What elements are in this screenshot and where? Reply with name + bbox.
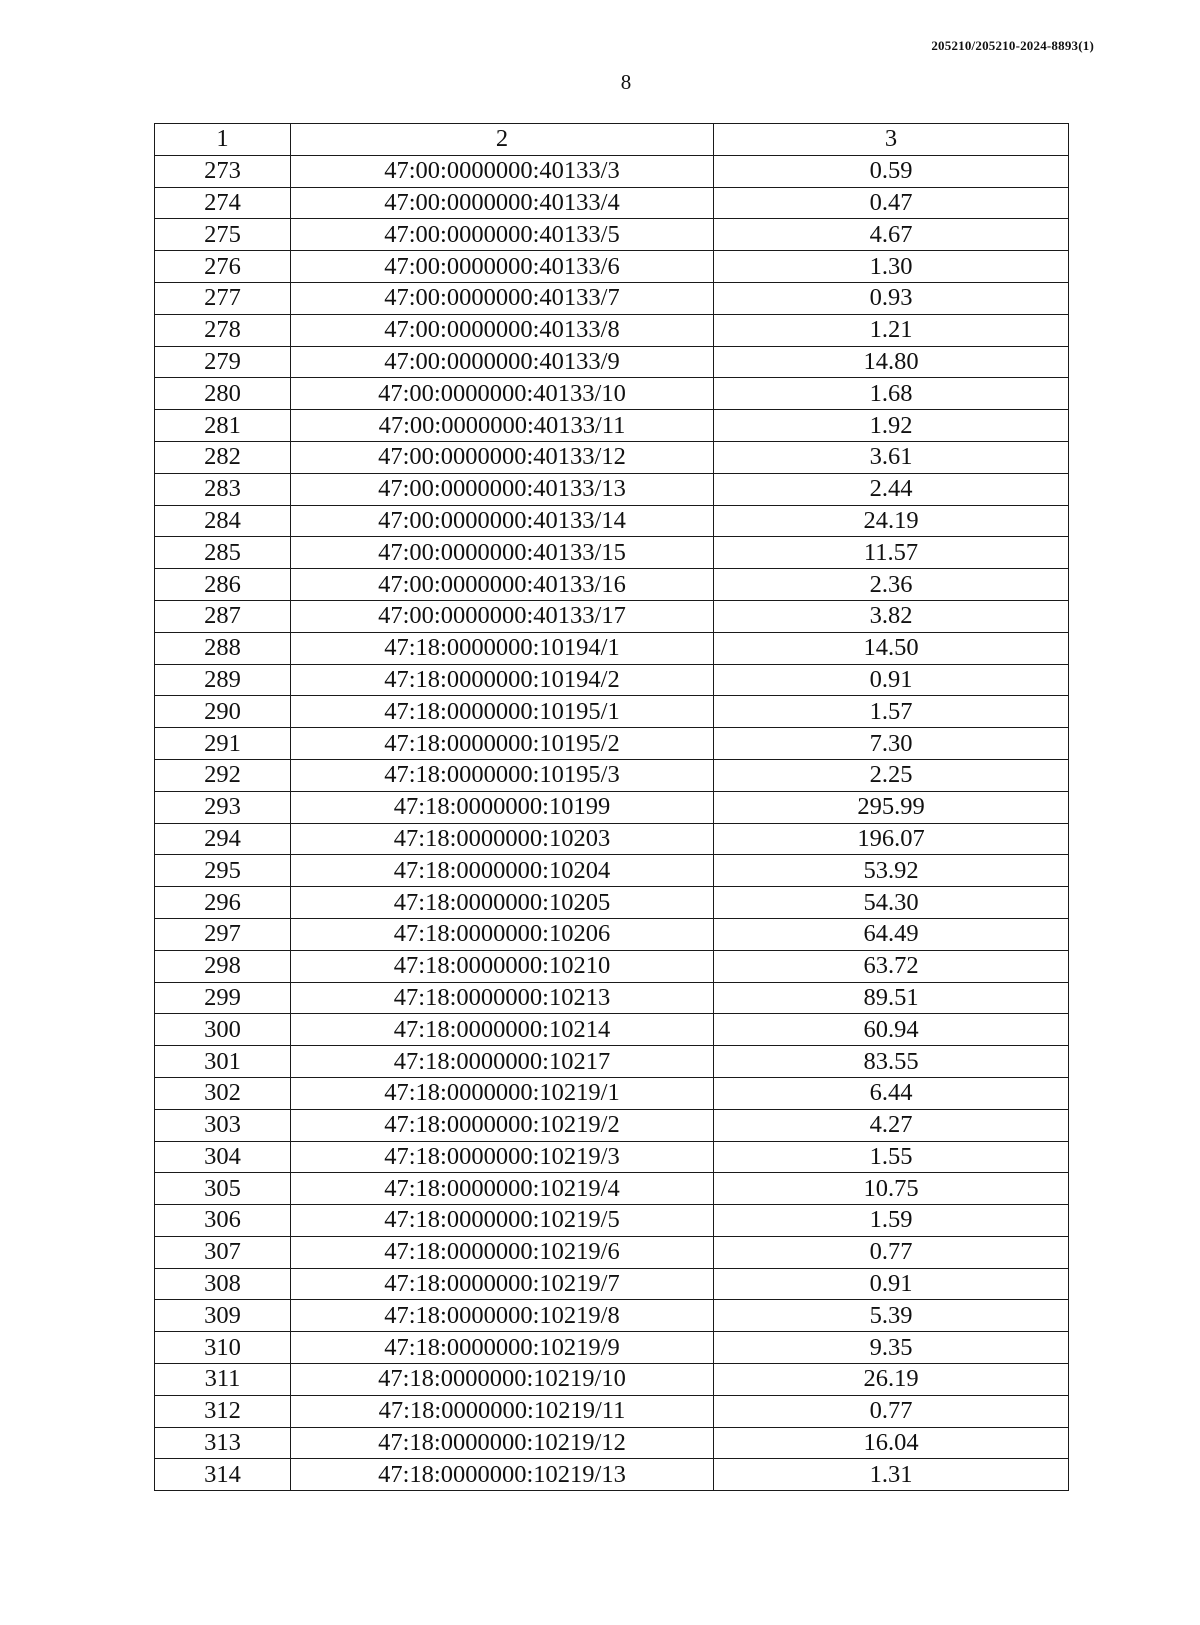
row-number-cell: 288 [155, 632, 291, 664]
cadastral-number-cell: 47:18:0000000:10219/12 [291, 1427, 714, 1459]
value-cell: 1.57 [714, 696, 1069, 728]
value-cell: 14.50 [714, 632, 1069, 664]
cadastral-number-cell: 47:18:0000000:10195/1 [291, 696, 714, 728]
cadastral-number-cell: 47:00:0000000:40133/12 [291, 441, 714, 473]
cadastral-number-cell: 47:18:0000000:10219/7 [291, 1268, 714, 1300]
row-number-cell: 312 [155, 1395, 291, 1427]
value-cell: 2.25 [714, 759, 1069, 791]
cadastral-number-cell: 47:18:0000000:10194/1 [291, 632, 714, 664]
table-row [155, 441, 1069, 473]
value-cell: 26.19 [714, 1364, 1069, 1396]
table-row [155, 950, 1069, 982]
row-number-cell: 297 [155, 918, 291, 950]
value-cell: 1.31 [714, 1459, 1069, 1491]
value-cell: 2.44 [714, 473, 1069, 505]
row-number-cell: 284 [155, 505, 291, 537]
row-number-cell: 295 [155, 855, 291, 887]
row-number-cell: 313 [155, 1427, 291, 1459]
table-row [155, 1459, 1069, 1491]
row-number-cell: 282 [155, 441, 291, 473]
table-row [155, 473, 1069, 505]
row-number-cell: 287 [155, 600, 291, 632]
value-cell: 4.27 [714, 1109, 1069, 1141]
value-cell: 54.30 [714, 887, 1069, 919]
row-number-cell: 290 [155, 696, 291, 728]
value-cell: 1.59 [714, 1205, 1069, 1237]
row-number-cell: 311 [155, 1364, 291, 1396]
cadastral-number-cell: 47:00:0000000:40133/3 [291, 155, 714, 187]
row-number-cell: 310 [155, 1332, 291, 1364]
table-row [155, 219, 1069, 251]
value-cell: 0.59 [714, 155, 1069, 187]
row-number-cell: 289 [155, 664, 291, 696]
cadastral-number-cell: 47:18:0000000:10204 [291, 855, 714, 887]
table-row [155, 569, 1069, 601]
row-number-cell: 273 [155, 155, 291, 187]
cadastral-number-cell: 47:18:0000000:10219/13 [291, 1459, 714, 1491]
cadastral-number-cell: 47:18:0000000:10213 [291, 982, 714, 1014]
value-cell: 196.07 [714, 823, 1069, 855]
value-cell: 14.80 [714, 346, 1069, 378]
row-number-cell: 283 [155, 473, 291, 505]
cadastral-number-cell: 47:18:0000000:10206 [291, 918, 714, 950]
table-row [155, 1109, 1069, 1141]
row-number-cell: 274 [155, 187, 291, 219]
table-row [155, 632, 1069, 664]
value-cell: 63.72 [714, 950, 1069, 982]
value-cell: 1.55 [714, 1141, 1069, 1173]
column-header: 1 [155, 124, 291, 156]
table-row [155, 1364, 1069, 1396]
value-cell: 24.19 [714, 505, 1069, 537]
table-row [155, 1173, 1069, 1205]
cadastral-number-cell: 47:00:0000000:40133/17 [291, 600, 714, 632]
cadastral-number-cell: 47:18:0000000:10219/1 [291, 1077, 714, 1109]
cadastral-number-cell: 47:18:0000000:10219/9 [291, 1332, 714, 1364]
table-row [155, 1236, 1069, 1268]
table-row [155, 1141, 1069, 1173]
value-cell: 0.93 [714, 282, 1069, 314]
value-cell: 0.47 [714, 187, 1069, 219]
cadastral-number-cell: 47:18:0000000:10210 [291, 950, 714, 982]
value-cell: 6.44 [714, 1077, 1069, 1109]
table-row [155, 887, 1069, 919]
cadastral-number-cell: 47:00:0000000:40133/14 [291, 505, 714, 537]
cadastral-number-cell: 47:18:0000000:10219/10 [291, 1364, 714, 1396]
row-number-cell: 299 [155, 982, 291, 1014]
cadastral-number-cell: 47:00:0000000:40133/7 [291, 282, 714, 314]
cadastral-number-cell: 47:00:0000000:40133/4 [291, 187, 714, 219]
table-row [155, 728, 1069, 760]
value-cell: 5.39 [714, 1300, 1069, 1332]
table-row [155, 1427, 1069, 1459]
column-header: 3 [714, 124, 1069, 156]
row-number-cell: 280 [155, 378, 291, 410]
row-number-cell: 304 [155, 1141, 291, 1173]
table-row [155, 855, 1069, 887]
cadastral-number-cell: 47:18:0000000:10203 [291, 823, 714, 855]
value-cell: 0.91 [714, 664, 1069, 696]
value-cell: 295.99 [714, 791, 1069, 823]
table-row [155, 187, 1069, 219]
value-cell: 11.57 [714, 537, 1069, 569]
cadastral-number-cell: 47:00:0000000:40133/13 [291, 473, 714, 505]
row-number-cell: 279 [155, 346, 291, 378]
table-row [155, 1300, 1069, 1332]
table-row [155, 600, 1069, 632]
value-cell: 2.36 [714, 569, 1069, 601]
cadastral-number-cell: 47:00:0000000:40133/8 [291, 314, 714, 346]
value-cell: 83.55 [714, 1046, 1069, 1078]
cadastral-number-cell: 47:00:0000000:40133/16 [291, 569, 714, 601]
row-number-cell: 286 [155, 569, 291, 601]
table-header-row [155, 124, 1069, 156]
table-row [155, 537, 1069, 569]
row-number-cell: 300 [155, 1014, 291, 1046]
value-cell: 10.75 [714, 1173, 1069, 1205]
cadastral-number-cell: 47:18:0000000:10195/3 [291, 759, 714, 791]
value-cell: 16.04 [714, 1427, 1069, 1459]
value-cell: 3.82 [714, 600, 1069, 632]
value-cell: 64.49 [714, 918, 1069, 950]
table-row [155, 1268, 1069, 1300]
row-number-cell: 303 [155, 1109, 291, 1141]
cadastral-number-cell: 47:00:0000000:40133/10 [291, 378, 714, 410]
value-cell: 0.77 [714, 1395, 1069, 1427]
table-row [155, 982, 1069, 1014]
column-header: 2 [291, 124, 714, 156]
row-number-cell: 285 [155, 537, 291, 569]
table-row [155, 791, 1069, 823]
table-row [155, 251, 1069, 283]
row-number-cell: 275 [155, 219, 291, 251]
value-cell: 9.35 [714, 1332, 1069, 1364]
table-row [155, 696, 1069, 728]
cadastral-number-cell: 47:18:0000000:10217 [291, 1046, 714, 1078]
cadastral-number-cell: 47:18:0000000:10195/2 [291, 728, 714, 760]
cadastral-number-cell: 47:00:0000000:40133/11 [291, 410, 714, 442]
table-row [155, 823, 1069, 855]
table-row [155, 1205, 1069, 1237]
cadastral-number-cell: 47:18:0000000:10219/6 [291, 1236, 714, 1268]
data-table [154, 123, 1069, 1491]
value-cell: 60.94 [714, 1014, 1069, 1046]
cadastral-number-cell: 47:18:0000000:10219/2 [291, 1109, 714, 1141]
row-number-cell: 281 [155, 410, 291, 442]
row-number-cell: 309 [155, 1300, 291, 1332]
table-row [155, 918, 1069, 950]
row-number-cell: 298 [155, 950, 291, 982]
value-cell: 1.21 [714, 314, 1069, 346]
row-number-cell: 292 [155, 759, 291, 791]
cadastral-number-cell: 47:00:0000000:40133/9 [291, 346, 714, 378]
cadastral-number-cell: 47:00:0000000:40133/15 [291, 537, 714, 569]
row-number-cell: 294 [155, 823, 291, 855]
document-id: 205210/205210-2024-8893(1) [931, 38, 1094, 53]
table-row [155, 1332, 1069, 1364]
table-row [155, 314, 1069, 346]
row-number-cell: 307 [155, 1236, 291, 1268]
table-row [155, 282, 1069, 314]
table-row [155, 1395, 1069, 1427]
value-cell: 1.30 [714, 251, 1069, 283]
row-number-cell: 276 [155, 251, 291, 283]
cadastral-number-cell: 47:18:0000000:10219/4 [291, 1173, 714, 1205]
row-number-cell: 301 [155, 1046, 291, 1078]
row-number-cell: 305 [155, 1173, 291, 1205]
value-cell: 53.92 [714, 855, 1069, 887]
row-number-cell: 308 [155, 1268, 291, 1300]
value-cell: 7.30 [714, 728, 1069, 760]
row-number-cell: 277 [155, 282, 291, 314]
cadastral-number-cell: 47:00:0000000:40133/5 [291, 219, 714, 251]
table-row [155, 1014, 1069, 1046]
page-number: 8 [620, 70, 632, 94]
table-row [155, 759, 1069, 791]
value-cell: 0.77 [714, 1236, 1069, 1268]
table-row [155, 410, 1069, 442]
value-cell: 1.68 [714, 378, 1069, 410]
row-number-cell: 291 [155, 728, 291, 760]
table-row [155, 346, 1069, 378]
table-row [155, 505, 1069, 537]
value-cell: 4.67 [714, 219, 1069, 251]
table-row [155, 1046, 1069, 1078]
table-row [155, 1077, 1069, 1109]
cadastral-number-cell: 47:18:0000000:10219/8 [291, 1300, 714, 1332]
table-row [155, 378, 1069, 410]
value-cell: 89.51 [714, 982, 1069, 1014]
table-row [155, 155, 1069, 187]
cadastral-number-cell: 47:18:0000000:10194/2 [291, 664, 714, 696]
row-number-cell: 296 [155, 887, 291, 919]
table-body [155, 155, 1069, 1490]
row-number-cell: 293 [155, 791, 291, 823]
cadastral-number-cell: 47:18:0000000:10219/3 [291, 1141, 714, 1173]
row-number-cell: 278 [155, 314, 291, 346]
row-number-cell: 314 [155, 1459, 291, 1491]
cadastral-number-cell: 47:18:0000000:10219/11 [291, 1395, 714, 1427]
table-row [155, 664, 1069, 696]
cadastral-number-cell: 47:00:0000000:40133/6 [291, 251, 714, 283]
value-cell: 1.92 [714, 410, 1069, 442]
value-cell: 3.61 [714, 441, 1069, 473]
cadastral-number-cell: 47:18:0000000:10205 [291, 887, 714, 919]
value-cell: 0.91 [714, 1268, 1069, 1300]
cadastral-number-cell: 47:18:0000000:10219/5 [291, 1205, 714, 1237]
cadastral-number-cell: 47:18:0000000:10214 [291, 1014, 714, 1046]
row-number-cell: 306 [155, 1205, 291, 1237]
cadastral-number-cell: 47:18:0000000:10199 [291, 791, 714, 823]
row-number-cell: 302 [155, 1077, 291, 1109]
